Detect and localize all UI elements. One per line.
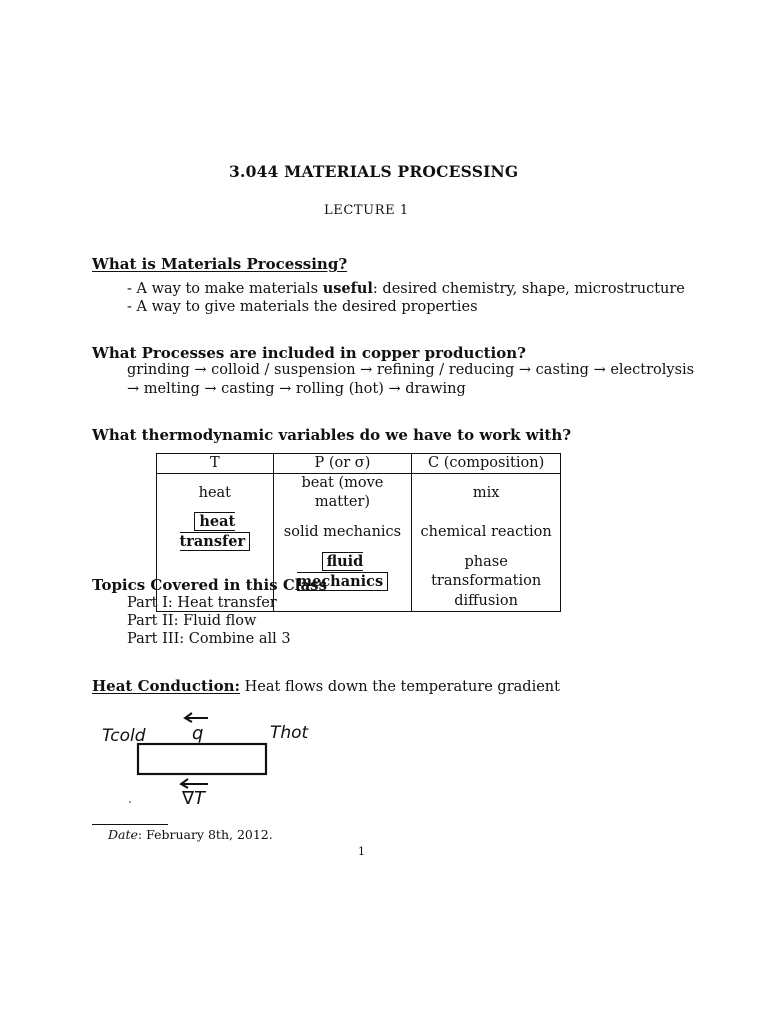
definition-line-1 xyxy=(127,280,685,297)
footnote-date-text: : February 8th, 2012. xyxy=(137,827,273,842)
table-header-row xyxy=(157,454,561,474)
document-title: 3.044 MATERIALS PROCESSING xyxy=(229,162,519,181)
heat-conduction-text: Heat flows down the temperature gradient xyxy=(240,679,560,695)
definition-line-1-suffix: : desired chemistry, shape, microstructure xyxy=(372,281,685,297)
heat-conduction-statement xyxy=(92,677,560,695)
table-header-cell: P (or σ) xyxy=(273,454,412,474)
topic-item: Part III: Combine all 3 xyxy=(127,631,291,647)
stray-dot xyxy=(129,801,131,803)
process-line-2: → melting → casting → rolling (hot) → drawing xyxy=(127,381,466,397)
t-cold-label: Tcold xyxy=(102,726,146,746)
table-cell: chemical reaction xyxy=(412,512,561,552)
table-row xyxy=(157,474,561,513)
topic-item: Part I: Heat transfer xyxy=(127,595,277,611)
q-arrow-icon xyxy=(185,713,208,722)
table-row xyxy=(157,512,561,552)
heading-topics-covered: Topics Covered in this Class xyxy=(92,576,328,594)
footnote xyxy=(108,827,273,842)
bar-rectangle xyxy=(138,744,266,774)
heading-heat-conduction: Heat Conduction: xyxy=(92,677,241,695)
definition-line-1-prefix: - A way to make materials xyxy=(127,281,323,297)
heading-copper-production: What Processes are included in copper production? xyxy=(92,344,526,362)
table-cell xyxy=(157,512,274,552)
table-cell: beat (move matter) xyxy=(273,474,412,513)
process-line-1: grinding → colloid / suspension → refining / reducing → casting → electrolysis xyxy=(127,362,695,378)
heat-conduction-sketch xyxy=(96,708,326,808)
table-cell: heat xyxy=(157,474,274,513)
table-cell: mix xyxy=(412,474,561,513)
page-number: 1 xyxy=(358,845,365,858)
q-label: q xyxy=(192,723,204,744)
table-cell xyxy=(273,592,412,612)
heading-what-is-materials-processing: What is Materials Processing? xyxy=(92,255,348,273)
definition-useful: useful xyxy=(322,280,373,297)
table-header-cell: C (composition) xyxy=(412,454,561,474)
gradient-arrow-icon xyxy=(181,779,208,788)
heading-thermodynamic-variables: What thermodynamic variables do we have to work with? xyxy=(92,426,572,444)
topic-item: Part II: Fluid flow xyxy=(127,613,257,629)
definition-line-2: - A way to give materials the desired properties xyxy=(127,299,478,315)
table-cell: solid mechanics xyxy=(273,512,412,552)
t-hot-label: Thot xyxy=(270,723,309,743)
gradient-t-label: ∇T xyxy=(182,788,206,808)
lecture-label: LECTURE 1 xyxy=(324,203,409,218)
table-header-cell: T xyxy=(157,454,274,474)
boxed-fluid-mechanics: fluid mechanics xyxy=(297,552,388,591)
footnote-date-label: Date xyxy=(108,827,138,842)
table-cell: phase transformation xyxy=(412,552,561,592)
table-cell: diffusion xyxy=(412,592,561,612)
boxed-heat-transfer: heat transfer xyxy=(180,512,251,551)
footnote-rule xyxy=(92,824,168,825)
